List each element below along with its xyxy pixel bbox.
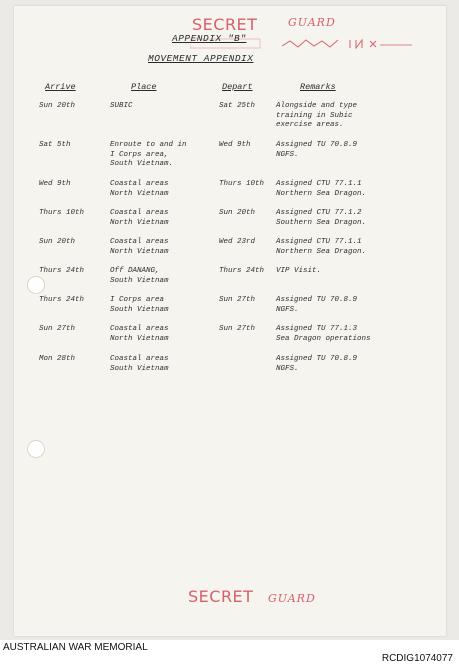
cell-arrive: Thurs 24th	[39, 267, 85, 275]
cell-remarks: Assigned TU 70.8.9 NGFS.	[276, 141, 358, 159]
cell-arrive: Wed 9th	[39, 180, 71, 188]
punch-hole	[27, 440, 45, 458]
cell-arrive: Sun 20th	[39, 238, 76, 246]
cell-remarks: Assigned CTU 77.1.2 Southern Sea Dragon.	[276, 209, 367, 227]
secret-stamp-top: SECRET	[192, 15, 258, 34]
cell-place: Coastal areas South Vietnam	[110, 355, 169, 373]
header-depart: Depart	[222, 82, 253, 92]
cell-depart: Wed 23rd	[219, 238, 256, 246]
cell-depart: Sun 27th	[219, 325, 256, 333]
cell-place: SUBIC	[110, 102, 133, 110]
cell-remarks: Assigned CTU 77.1.1 Northern Sea Dragon.	[276, 180, 367, 198]
movement-appendix-title: MOVEMENT APPENDIX	[148, 53, 254, 64]
cell-remarks: Assigned TU 77.1.3 Sea Dragon operations	[276, 325, 371, 343]
header-arrive: Arrive	[45, 82, 76, 92]
header-place: Place	[131, 82, 157, 92]
cell-depart: Sat 25th	[219, 102, 256, 110]
header-remarks: Remarks	[300, 82, 336, 92]
cell-place: Coastal areas North Vietnam	[110, 238, 169, 256]
guard-mark-bottom: GUARD	[268, 592, 316, 605]
punch-hole	[27, 276, 45, 294]
cell-depart: Thurs 10th	[219, 180, 265, 188]
cell-remarks: Assigned TU 70.8.9 NGFS.	[276, 355, 358, 373]
cell-place: Coastal areas North Vietnam	[110, 325, 169, 343]
cell-depart: Sun 20th	[219, 209, 256, 217]
cell-place: Enroute to and in I Corps area, South Vietnam.	[110, 141, 187, 169]
cell-arrive: Thurs 10th	[39, 209, 85, 217]
archive-reference: RCDIG1074077	[381, 653, 453, 664]
appendix-title: APPENDIX "B"	[172, 33, 247, 44]
cell-remarks: Assigned CTU 77.1.1 Northern Sea Dragon.	[276, 238, 367, 256]
cell-depart: Wed 9th	[219, 141, 251, 149]
cell-depart: Thurs 24th	[219, 267, 265, 275]
cell-place: Off DANANG, South Vietnam	[110, 267, 169, 285]
document-page	[14, 6, 446, 636]
cell-place: I Corps area South Vietnam	[110, 296, 169, 314]
cell-arrive: Sun 20th	[39, 102, 76, 110]
cell-remarks: Alongside and type training in Subic exercise areas.	[276, 102, 358, 130]
cell-arrive: Sun 27th	[39, 325, 76, 333]
cell-remarks: Assigned TU 70.8.9 NGFS.	[276, 296, 358, 314]
cell-arrive: Thurs 24th	[39, 296, 85, 304]
cell-place: Coastal areas North Vietnam	[110, 209, 169, 227]
cell-remarks: VIP Visit.	[276, 267, 322, 275]
guard-mark-top: GUARD	[288, 16, 336, 29]
secret-stamp-bottom: SECRET	[188, 587, 254, 606]
cell-depart: Sun 27th	[219, 296, 256, 304]
cell-arrive: Sat 5th	[39, 141, 71, 149]
archive-credit: AUSTRALIAN WAR MEMORIAL	[3, 642, 148, 653]
cell-arrive: Mon 28th	[39, 355, 76, 363]
cell-place: Coastal areas North Vietnam	[110, 180, 169, 198]
